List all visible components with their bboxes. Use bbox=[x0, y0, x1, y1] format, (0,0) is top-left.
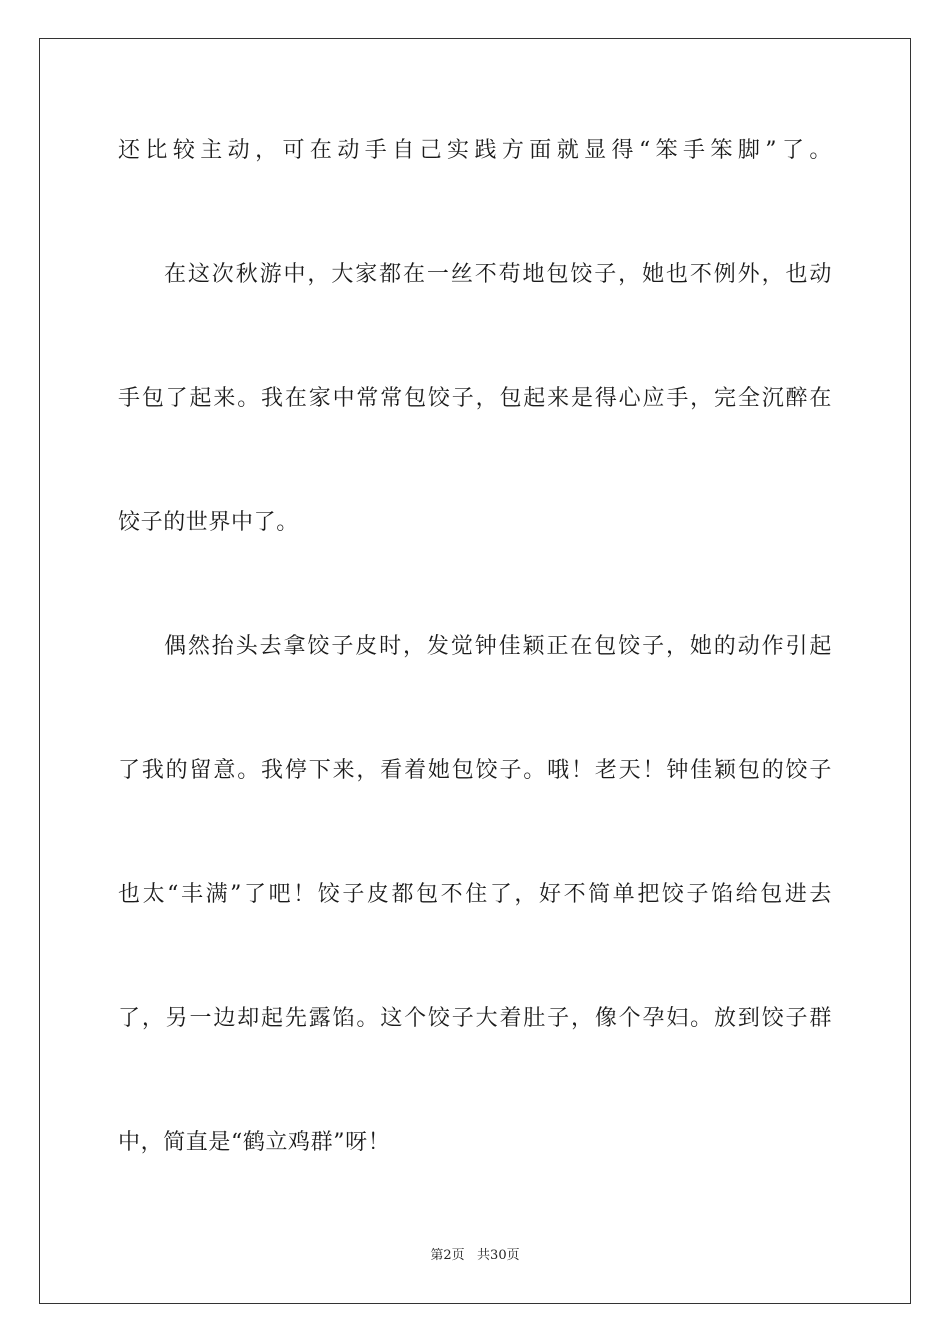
paragraph-line-3: 手包了起来。我在家中常常包饺子，包起来是得心应手，完全沉醉在 bbox=[118, 386, 832, 411]
paragraph-line-7: 也太“丰满”了吧！饺子皮都包不住了，好不简单把饺子馅给包进去 bbox=[118, 882, 832, 907]
paragraph-line-5: 偶然抬头去拿饺子皮时，发觉钟佳颖正在包饺子，她的动作引起 bbox=[164, 634, 832, 659]
page-number-footer: 第2页 共30页 bbox=[430, 1248, 520, 1263]
paragraph-line-4: 饺子的世界中了。 bbox=[118, 510, 299, 535]
paragraph-line-8: 了，另一边却起先露馅。这个饺子大着肚子，像个孕妇。放到饺子群 bbox=[118, 1006, 832, 1031]
paragraph-line-2: 在这次秋游中，大家都在一丝不苟地包饺子，她也不例外，也动 bbox=[164, 262, 832, 287]
paragraph-line-6: 了我的留意。我停下来，看着她包饺子。哦！老天！钟佳颖包的饺子 bbox=[118, 758, 832, 783]
paragraph-line-9: 中，简直是“鹤立鸡群”呀！ bbox=[118, 1130, 391, 1155]
paragraph-line-1: 还比较主动，可在动手自己实践方面就显得“笨手笨脚”了。 bbox=[118, 138, 832, 163]
page-border bbox=[39, 38, 911, 1304]
